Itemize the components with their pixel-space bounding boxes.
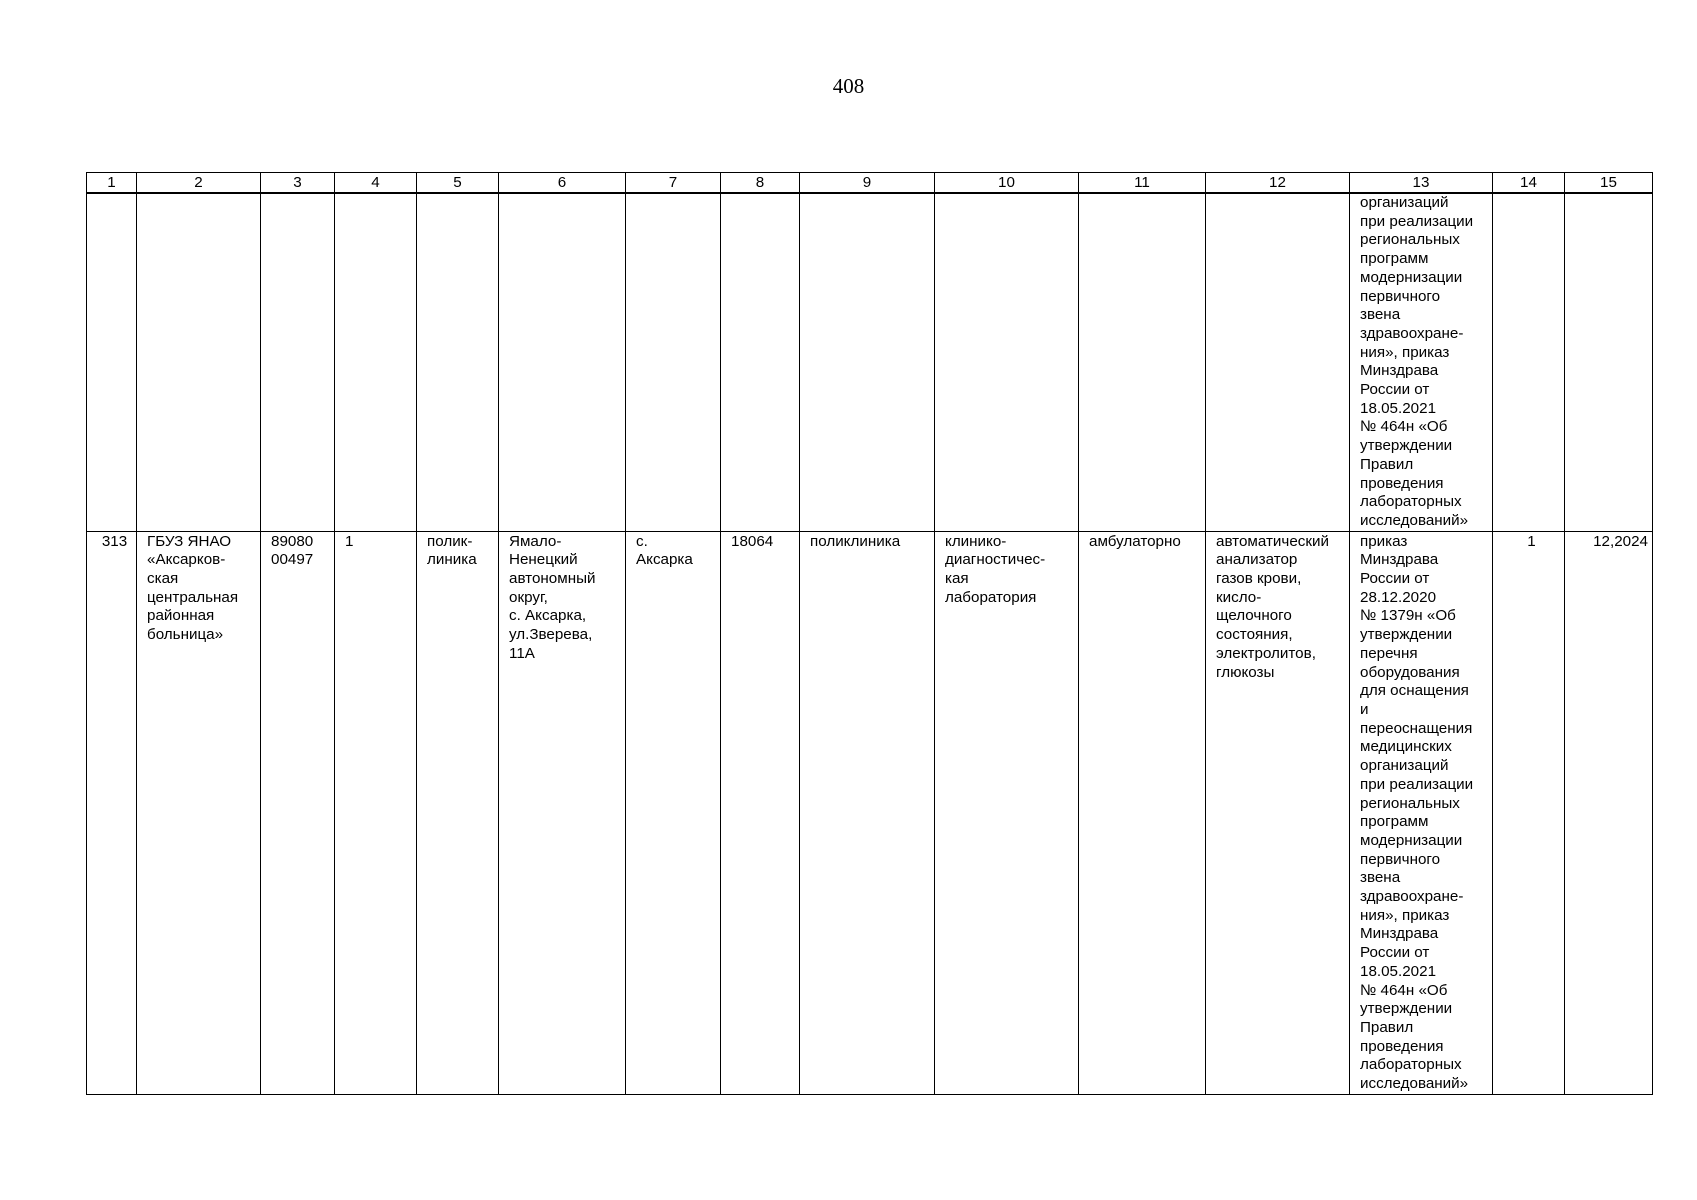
table-cell bbox=[721, 193, 800, 531]
table-row-continuation bbox=[87, 193, 1653, 531]
column-header: 7 bbox=[626, 173, 721, 194]
column-header: 10 bbox=[935, 173, 1079, 194]
table-cell bbox=[626, 193, 721, 531]
department-cell: клинико- диагностичес- кая лаборатория bbox=[935, 531, 1079, 1094]
column-header: 2 bbox=[137, 173, 261, 194]
row-number-cell: 313 bbox=[87, 531, 137, 1094]
facility-type-cell: полик- линика bbox=[417, 531, 499, 1094]
column-number-header-row bbox=[87, 173, 1653, 194]
table-cell bbox=[87, 193, 137, 531]
quantity-cell: 1 bbox=[1493, 531, 1565, 1094]
column-header: 1 bbox=[87, 173, 137, 194]
page-number: 408 bbox=[832, 74, 865, 98]
equipment-register-table bbox=[86, 172, 1653, 1095]
table-row-313 bbox=[87, 531, 1653, 1094]
table-cell bbox=[417, 193, 499, 531]
equipment-name-cell: автоматический анализатор газов крови, кисло- щелочного состояния, электролитов, глюкозы bbox=[1206, 531, 1350, 1094]
table-cell bbox=[1493, 193, 1565, 531]
column-header: 6 bbox=[499, 173, 626, 194]
column-header: 13 bbox=[1350, 173, 1493, 194]
table-cell bbox=[335, 193, 417, 531]
care-conditions-cell: амбулаторно bbox=[1079, 531, 1206, 1094]
table-cell bbox=[800, 193, 935, 531]
legal-basis-cell: организаций при реализации региональных программ модернизации первичного звена здравоохране- ния», приказ Минздрава России от 18.05.2021 № 464н «Об утверждении Правил проведения лабораторных исследований» bbox=[1350, 193, 1493, 531]
column-header: 5 bbox=[417, 173, 499, 194]
table-cell bbox=[137, 193, 261, 531]
facility-code-cell: 18064 bbox=[721, 531, 800, 1094]
subdivision-cell: поликлиника bbox=[800, 531, 935, 1094]
count-cell: 1 bbox=[335, 531, 417, 1094]
table-cell bbox=[1079, 193, 1206, 531]
column-header: 15 bbox=[1565, 173, 1653, 194]
column-header: 8 bbox=[721, 173, 800, 194]
deadline-cell: 12,2024 bbox=[1565, 531, 1653, 1094]
table-cell bbox=[1565, 193, 1653, 531]
column-header: 4 bbox=[335, 173, 417, 194]
column-header: 12 bbox=[1206, 173, 1350, 194]
settlement-cell: с. Аксарка bbox=[626, 531, 721, 1094]
table-cell bbox=[935, 193, 1079, 531]
table-cell bbox=[499, 193, 626, 531]
table-cell bbox=[261, 193, 335, 531]
address-cell: Ямало- Ненецкий автономный округ, с. Аксарка, ул.Зверева, 11А bbox=[499, 531, 626, 1094]
column-header: 9 bbox=[800, 173, 935, 194]
organization-cell: ГБУЗ ЯНАО «Аксарков- ская центральная районная больница» bbox=[137, 531, 261, 1094]
column-header: 11 bbox=[1079, 173, 1206, 194]
column-header: 14 bbox=[1493, 173, 1565, 194]
table-cell bbox=[1206, 193, 1350, 531]
column-header: 3 bbox=[261, 173, 335, 194]
legal-basis-cell: приказ Минздрава России от 28.12.2020 № 1379н «Об утверждении перечня оборудования для оснащения и переоснащения медицинских организаций при реализации региональных программ модернизации первичного звена здравоохране- ния», приказ Минздрава России от 18.05.2021 № 464н «Об утверждении Правил проведения лабораторных исследований» bbox=[1350, 531, 1493, 1094]
code-cell: 89080 00497 bbox=[261, 531, 335, 1094]
